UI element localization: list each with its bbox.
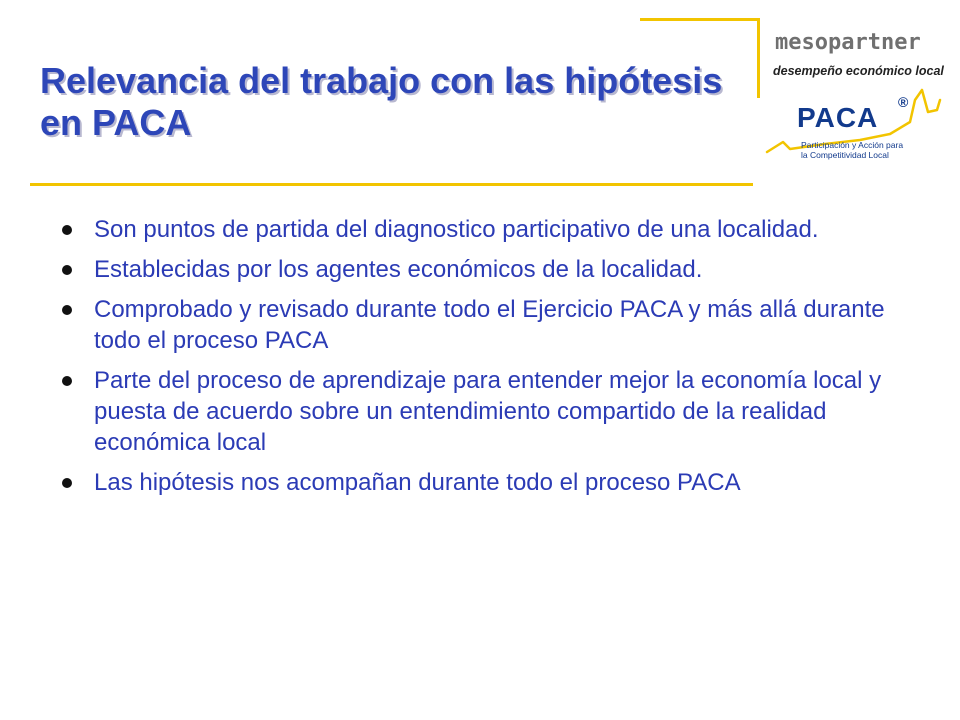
bullet-text: Las hipótesis nos acompañan durante todo el proceso PACA — [94, 469, 741, 496]
slide-title: Relevancia del trabajo con las hipótesis en PACA — [40, 60, 723, 143]
paca-wordmark: PACA — [797, 102, 879, 133]
bullet-dot-icon — [62, 305, 72, 315]
logo-brand: mesopartner — [775, 30, 921, 55]
bullet-dot-icon — [62, 225, 72, 235]
bullet-dot-icon — [62, 478, 72, 488]
bullet-dot-icon — [62, 265, 72, 275]
decorative-line-top — [640, 18, 760, 21]
paca-subtitle — [801, 140, 951, 160]
bullet-item — [60, 254, 910, 285]
paca-subtitle-line-2: la Competitividad Local — [801, 150, 889, 160]
registered-mark: ® — [898, 94, 909, 110]
bullet-item — [60, 365, 910, 458]
logo-tagline: desempeño económico local — [773, 64, 944, 78]
bullet-list — [60, 214, 910, 507]
arrow-line-icon — [765, 82, 955, 187]
bullet-text: Son puntos de partida del diagnostico participativo de una localidad. — [94, 216, 819, 243]
bullet-text: Establecidas por los agentes económicos de la localidad. — [94, 256, 703, 283]
bullet-text: Parte del proceso de aprendizaje para entender mejor la economía local y puesta de acuerdo sobre un entendimiento compartido de la realidad económica local — [94, 367, 882, 456]
decorative-line-vertical — [757, 18, 760, 98]
bullet-text: Comprobado y revisado durante todo el Ejercicio PACA y más allá durante todo el proceso PACA — [94, 296, 885, 354]
paca-subtitle-line-1: Participación y Acción para — [801, 140, 904, 150]
bullet-item — [60, 294, 910, 356]
bullet-item — [60, 467, 910, 498]
bullet-dot-icon — [62, 376, 72, 386]
mesopartner-paca-logo — [765, 30, 955, 190]
title-underline — [30, 183, 753, 186]
bullet-item — [60, 214, 910, 245]
